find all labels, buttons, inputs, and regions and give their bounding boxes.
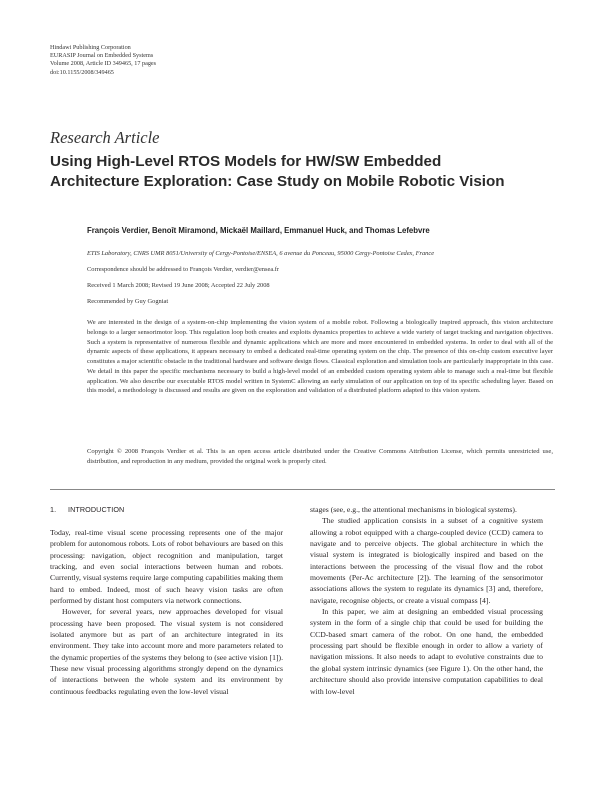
submission-dates: Received 1 March 2008; Revised 19 June 2008; Accepted 22 July 2008: [87, 282, 270, 289]
section-title: INTRODUCTION: [68, 505, 125, 514]
section-heading: [50, 504, 283, 515]
body-paragraph: In this paper, we aim at designing an embedded visual processing system in the form of a single chip that could be used for building the CCD-based smart camera of the robot. On one hand, the embedded processing part should be flexible enough in order to allow a variety of navigation missions. It also needs to adapt to evolutive constraints due to the global system intrinsic dynamics (see Figure 1). On the other hand, the architecture should also provide intensive computation capabilities to deal with low-level: [310, 607, 543, 696]
paper-title-line-2: Architecture Exploration: Case Study on Mobile Robotic Vision: [50, 172, 505, 190]
journal-name: EURASIP Journal on Embedded Systems: [50, 52, 154, 60]
body-column-left: [50, 504, 283, 697]
affiliation: ETIS Laboratory, CNRS UMR 8051/University of Cergy-Pontoise/ENSEA, 6 avenue du Ponceau, 95000 Cergy-Pontoise Cedex, France: [87, 250, 435, 257]
body-paragraph: However, for several years, new approaches developed for visual processing have been proposed. The visual system is not considered isolated anymore but as part of an architecture integrated in its environment. They take into account more and more parameters related to the dynamic properties of the systems they belong to (see active vision [1]). These new visual processing algorithms strongly depend on the dynamics of interactions between the whole system and its environment by continuous feedbacks regulating even the low-level visual: [50, 607, 283, 696]
article-type: Research Article: [50, 128, 160, 147]
body-paragraph: stages (see, e.g., the attentional mechanisms in biological systems).: [310, 505, 517, 514]
body-paragraph: The studied application consists in a subset of a cognitive system allowing a robot equipped with a charge-coupled device (CCD) camera to navigate and to perceive objects. The global architecture in which the visual system is integrated is biologically inspired and based on the interactions between the processing of the visual flow and the robot movements (Per-Ac architecture [2]). The learning of the sensorimotor associations allows the system to regulate its dynamics [3] and, therefore, navigate, recognise objects, or create a visual compass [4].: [310, 516, 543, 605]
body-paragraph: Today, real-time visual scene processing represents one of the major problem for autonomous robots. Lots of robot behaviours are based on this processing: navigation, object recognition and manipulation, target tracking, and even social interactions between human and robots. Currently, visual systems require large computing capabilities making them hard to embed. Indeed, most of such heavy vision tasks are often performed by distant host computers via network connections.: [50, 528, 283, 606]
volume-info: Volume 2008, Article ID 349465, 17 pages: [50, 60, 157, 68]
body-column-right: [310, 504, 543, 697]
correspondence: Correspondence should be addressed to François Verdier, verdier@ensea.fr: [87, 266, 280, 273]
recommended-by: Recommended by Guy Gogniat: [87, 298, 169, 305]
paper-title: [50, 152, 570, 191]
doi-text: doi:10.1155/2008/349465: [50, 68, 114, 76]
paper-title-line-1: Using High-Level RTOS Models for HW/SW Embedded: [50, 153, 442, 170]
section-number: 1.: [50, 505, 57, 514]
abstract: We are interested in the design of a system-on-chip implementing the vision system of a mobile robot. Following a biologically inspired approach, this vision architecture belongs to a larger sensorimotor loop. This regulation loop both creates and exploits dynamics properties to achieve a wide variety of target tracking and navigation objectives. Such a system is representative of numerous flexible and dynamic applications which are more and more encountered in embedded systems. In order to deal with all of the dynamic aspects of these applications, it appears necessary to embed a dedicated real-time operating system on the chip. The presence of this on-chip custom executive layer constitutes a major scientific obstacle in the traditional hardware and software design flows. Classical exploration and simulation tools are particularly inappropriate in this case. We detail in this paper the specific mechanisms necessary to build a high-level model of an embedded custom operating system able to manage such a real-time but flexible application. We also describe our executable RTOS model written in SystemC allowing an early simulation of our application on top of its specific scheduling layer. Based on this model, a methodology is discussed and results are given on the exploration and validation of a distributed platform adapted to this vision system.: [87, 319, 554, 395]
section-divider: [50, 489, 555, 490]
copyright-notice: Copyright © 2008 François Verdier et al. This is an open access article distributed under the Creative Commons Attribution License, which permits unrestricted use, distribution, and reproduction in any medium, provided the original work is properly cited.: [87, 448, 553, 465]
publication-header: [50, 44, 156, 77]
author-list: François Verdier, Benoît Miramond, Mickaël Maillard, Emmanuel Huck, and Thomas Lefebvre: [87, 226, 430, 235]
publisher-name: Hindawi Publishing Corporation: [50, 44, 131, 51]
